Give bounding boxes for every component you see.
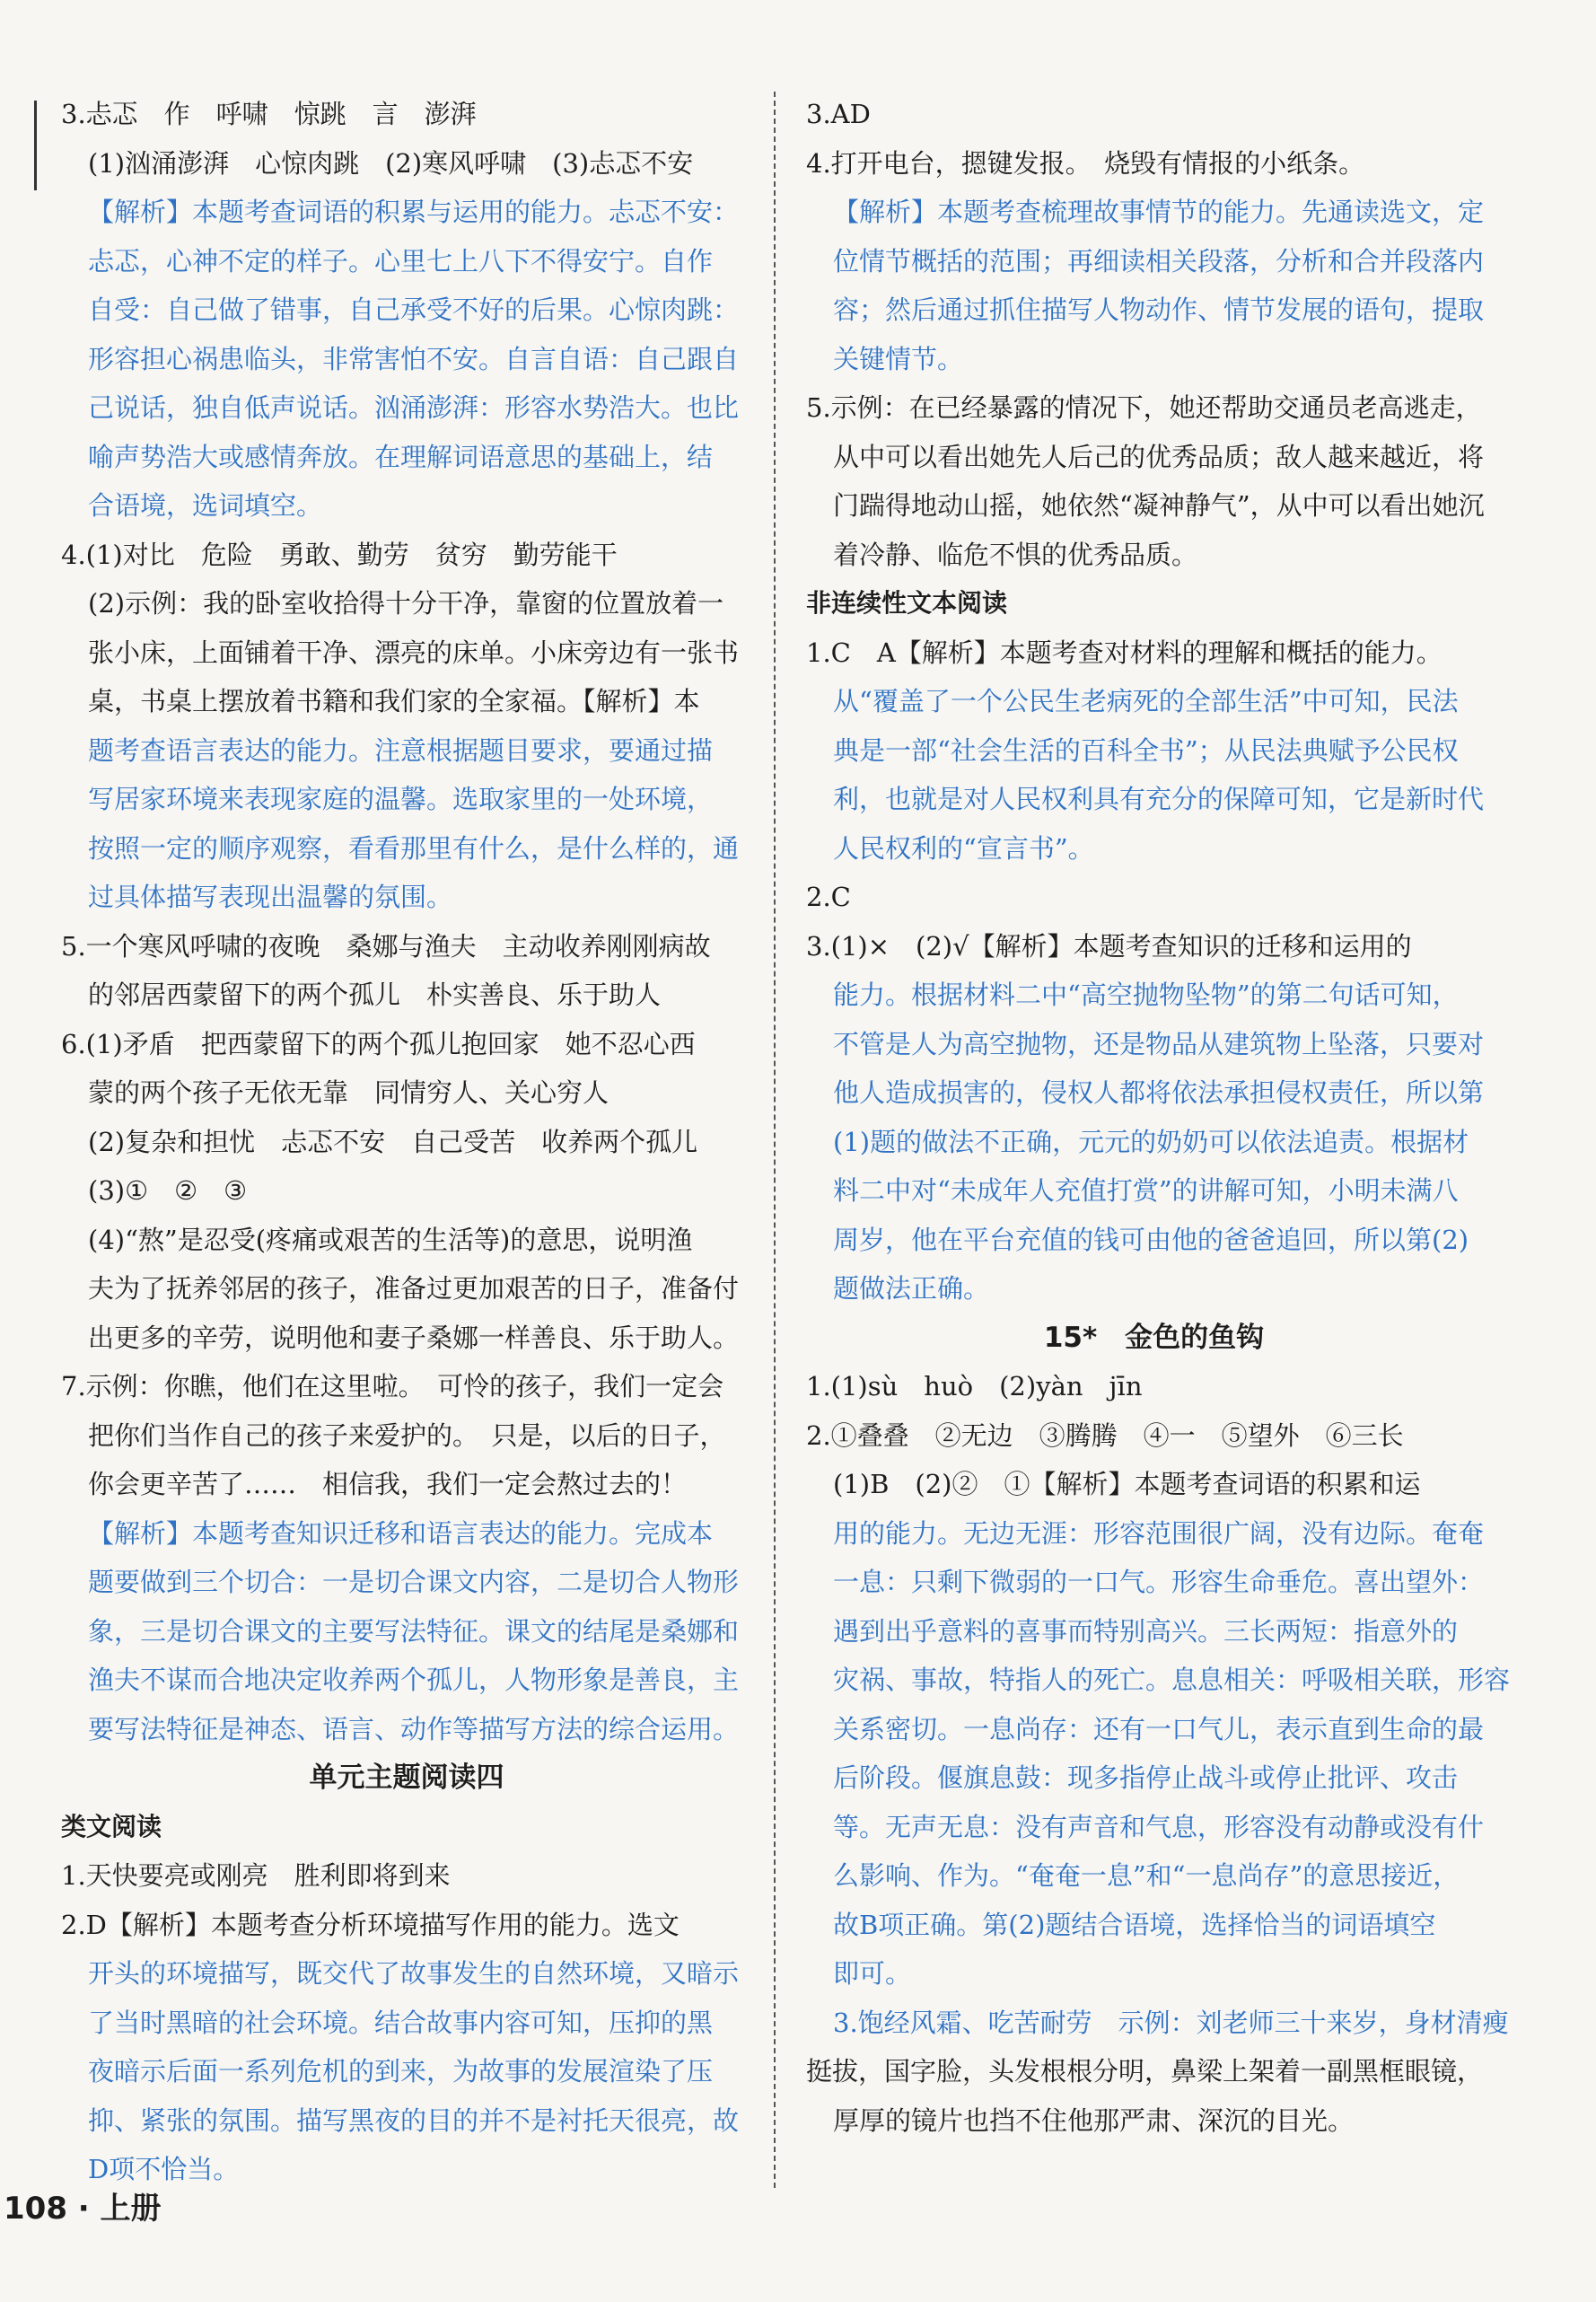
answer-line: 从中可以看出她先人后己的优秀品质；敌人越来越近，将 bbox=[833, 441, 1485, 472]
analysis-line: 人民权利的“宣言书”。 bbox=[833, 832, 1094, 864]
answer-line: 桌，书桌上摆放着书籍和我们家的全家福。【解析】本 bbox=[88, 686, 700, 716]
analysis-line: 了当时黑暗的社会环境。结合故事内容可知，压抑的黑 bbox=[88, 2007, 714, 2038]
analysis-line: 等。无声无息：没有声音和气息，形容没有动静或没有什 bbox=[833, 1811, 1485, 1842]
analysis-line: 故B项正确。第(2)题结合语境，选择恰当的词语填空 bbox=[833, 1909, 1436, 1940]
analysis-line: 【解析】本题考查梳理故事情节的能力。先通读选文，定 bbox=[833, 197, 1485, 227]
answer-line: (2)复杂和担忧 忐忑不安 自己受苦 收养两个孤儿 bbox=[88, 1126, 698, 1157]
answer-line: 着冷静、临危不惧的优秀品质。 bbox=[833, 539, 1198, 570]
analysis-line: 渔夫不谋而合地决定收养两个孤儿，人物形象是善良，主 bbox=[88, 1665, 740, 1695]
margin-rule bbox=[34, 101, 37, 190]
analysis-line: 题考查语言表达的能力。注意根据题目要求，要通过描 bbox=[88, 734, 714, 766]
left-column bbox=[61, 90, 752, 2194]
answer-line: 5.示例：在已经暴露的情况下，她还帮助交通员老高逃走， bbox=[806, 392, 1482, 423]
answer-line: 把你们当作自己的孩子来爱护的。 只是，以后的日子， bbox=[88, 1419, 726, 1451]
analysis-line: 关键情节。 bbox=[833, 343, 964, 374]
analysis-line: (1)题的做法不正确，元元的奶奶可以依法追责。根据材 bbox=[833, 1126, 1469, 1157]
column-divider bbox=[774, 92, 776, 2188]
analysis-line: 容；然后通过抓住描写人物动作、情节发展的语句，提取 bbox=[833, 294, 1485, 325]
analysis-line: 利，也就是对人民权利具有充分的保障可知，它是新时代 bbox=[833, 784, 1485, 814]
analysis-line: 【解析】本题考查词语的积累与运用的能力。忐忑不安： bbox=[88, 197, 740, 227]
analysis-line: 料二中对“未成年人充值打赏”的讲解可知，小明未满八 bbox=[833, 1175, 1459, 1206]
analysis-line: 喻声势浩大或感情奔放。在理解词语意思的基础上，结 bbox=[88, 441, 714, 472]
answer-line: 门踹得地动山摇，她依然“凝神静气”，从中可以看出她沉 bbox=[833, 490, 1485, 521]
analysis-line: 过具体描写表现出温馨的氛围。 bbox=[88, 882, 453, 912]
answer-line: 蒙的两个孩子无依无靠 同情穷人、关心穷人 bbox=[88, 1077, 609, 1108]
right-column bbox=[806, 90, 1511, 2145]
analysis-line: 【解析】本题考查知识迁移和语言表达的能力。完成本 bbox=[88, 1517, 714, 1549]
analysis-line: 典是一部“社会生活的百科全书”；从民法典赋予公民权 bbox=[833, 734, 1459, 766]
answer-line: (1)B (2)② ①【解析】本题考查词语的积累和运 bbox=[833, 1469, 1421, 1499]
analysis-line: 合语境，选词填空。 bbox=[88, 490, 323, 521]
answer-line: 4.打开电台，摁键发报。 烧毁有情报的小纸条。 bbox=[806, 147, 1365, 179]
analysis-line: 开头的环境描写，既交代了故事发生的自然环境，又暗示 bbox=[88, 1958, 740, 1989]
answer-line: 3.忐忑 作 呼啸 惊跳 言 澎湃 bbox=[61, 99, 477, 129]
answer-line: 2.D【解析】本题考查分析环境描写作用的能力。选文 bbox=[61, 1909, 680, 1940]
answer-line: 5.一个寒风呼啸的夜晚 桑娜与渔夫 主动收养刚刚病故 bbox=[61, 930, 711, 962]
answer-line: 3.AD bbox=[806, 99, 871, 129]
analysis-line: 一息：只剩下微弱的一口气。形容生命垂危。喜出望外： bbox=[833, 1567, 1485, 1597]
analysis-line: 位情节概括的范围；再细读相关段落，分析和合并段落内 bbox=[833, 245, 1485, 277]
section-heading: 类文阅读 bbox=[61, 1811, 162, 1841]
answer-line: 厚厚的镜片也挡不住他那严肃、深沉的目光。 bbox=[833, 2104, 1355, 2136]
analysis-line: 么影响、作为。“奄奄一息”和“一息尚存”的意思接近， bbox=[833, 1860, 1460, 1891]
answer-line: 7.示例：你瞧，他们在这里啦。 可怜的孩子，我们一定会 bbox=[61, 1371, 724, 1401]
answer-line: (1)汹涌澎湃 心惊肉跳 (2)寒风呼啸 (3)忐忑不安 bbox=[88, 147, 694, 179]
analysis-line: 关系密切。一息尚存：还有一口气儿，表示直到生命的最 bbox=[833, 1713, 1485, 1744]
answer-line: (3)① ② ③ bbox=[88, 1175, 248, 1206]
answer-line: 张小床，上面铺着干净、漂亮的床单。小床旁边有一张书 bbox=[88, 637, 740, 668]
analysis-line: 写居家环境来表现家庭的温馨。选取家里的一处环境， bbox=[88, 784, 714, 814]
analysis-line: 忐忑，心神不定的样子。心里七上八下不得安宁。自作 bbox=[88, 245, 714, 277]
analysis-line: 不管是人为高空抛物，还是物品从建筑物上坠落，只要对 bbox=[833, 1028, 1485, 1059]
analysis-line: 按照一定的顺序观察，看看那里有什么，是什么样的，通 bbox=[88, 832, 740, 864]
analysis-line: D项不恰当。 bbox=[88, 2154, 240, 2184]
analysis-line: 夜暗示后面一系列危机的到来，为故事的发展渲染了压 bbox=[88, 2056, 714, 2087]
answer-line: 2.C bbox=[806, 882, 851, 912]
answer-line: 1.(1)sù huò (2)yàn jīn bbox=[806, 1371, 1143, 1401]
analysis-line: 从“覆盖了一个公民生老病死的全部生活”中可知，民法 bbox=[833, 686, 1459, 716]
answer-line: (2)示例：我的卧室收拾得十分干净，靠窗的位置放着一 bbox=[88, 588, 724, 619]
analysis-line: 自受：自己做了错事，自己承受不好的后果。心惊肉跳： bbox=[88, 294, 740, 325]
answer-line: 2.①叠叠 ②无边 ③腾腾 ④一 ⑤望外 ⑥三长 bbox=[806, 1419, 1404, 1451]
analysis-line: 灾祸、事故，特指人的死亡。息息相关：呼吸相关联，形容 bbox=[833, 1665, 1511, 1695]
answer-line: (4)“熬”是忍受(疼痛或艰苦的生活等)的意思，说明渔 bbox=[88, 1224, 693, 1255]
analysis-line: 能力。根据材料二中“高空抛物坠物”的第二句话可知， bbox=[833, 980, 1459, 1010]
analysis-line: 象，三是切合课文的主要写法特征。课文的结尾是桑娜和 bbox=[88, 1615, 740, 1647]
answer-line: 夫为了抚养邻居的孩子，准备过更加艰苦的日子，准备付 bbox=[88, 1273, 740, 1304]
unit-title: 单元主题阅读四 bbox=[309, 1762, 504, 1794]
analysis-line: 3.饱经风霜、吃苦耐劳 示例：刘老师三十来岁，身材清瘦 bbox=[833, 2007, 1509, 2038]
answer-line: 1.C A【解析】本题考查对材料的理解和概括的能力。 bbox=[806, 637, 1443, 668]
answer-line: 6.(1)矛盾 把西蒙留下的两个孤儿抱回家 她不忍心西 bbox=[61, 1028, 696, 1059]
analysis-line: 形容担心祸患临头，非常害怕不安。自言自语：自己跟自 bbox=[88, 343, 740, 374]
section-heading: 非连续性文本阅读 bbox=[806, 588, 1008, 618]
analysis-line: 他人造成损害的，侵权人都将依法承担侵权责任，所以第 bbox=[833, 1077, 1485, 1108]
answer-line: 你会更辛苦了…… 相信我，我们一定会熬过去的！ bbox=[88, 1469, 688, 1499]
lesson-title: 15* 金色的鱼钩 bbox=[1043, 1321, 1265, 1354]
analysis-line: 己说话，独自低声说话。汹涌澎湃：形容水势浩大。也比 bbox=[88, 392, 740, 423]
analysis-line: 抑、紧张的氛围。描写黑夜的目的并不是衬托天很亮，故 bbox=[88, 2104, 740, 2136]
answer-line: 出更多的辛劳，说明他和妻子桑娜一样善良、乐于助人。 bbox=[88, 1322, 740, 1353]
analysis-line: 用的能力。无边无涯：形容范围很广阔，没有边际。奄奄 bbox=[833, 1517, 1485, 1549]
answer-line: 的邻居西蒙留下的两个孤儿 朴实善良、乐于助人 bbox=[88, 980, 662, 1010]
analysis-line: 要写法特征是神态、语言、动作等描写方法的综合运用。 bbox=[88, 1713, 740, 1744]
page-number: 108 · 上册 bbox=[4, 2191, 162, 2227]
analysis-line: 即可。 bbox=[833, 1958, 912, 1989]
analysis-line: 遇到出乎意料的喜事而特别高兴。三长两短：指意外的 bbox=[833, 1615, 1459, 1647]
analysis-line: 题做法正确。 bbox=[833, 1273, 990, 1304]
answer-line: 4.(1)对比 危险 勇敢、勤劳 贫穷 勤劳能干 bbox=[61, 539, 618, 570]
analysis-line: 周岁，他在平台充值的钱可由他的爸爸追回，所以第(2) bbox=[833, 1224, 1469, 1255]
answer-line: 挺拔，国字脸，头发根根分明，鼻梁上架着一副黑框眼镜， bbox=[806, 2056, 1484, 2087]
answer-line: 1.天快要亮或刚亮 胜利即将到来 bbox=[61, 1860, 451, 1891]
answer-line: 3.(1)× (2)√【解析】本题考查知识的迁移和运用的 bbox=[806, 930, 1412, 962]
analysis-line: 题要做到三个切合：一是切合课文内容，二是切合人物形 bbox=[88, 1567, 740, 1597]
analysis-line: 后阶段。偃旗息鼓：现多指停止战斗或停止批评、攻击 bbox=[833, 1762, 1459, 1793]
